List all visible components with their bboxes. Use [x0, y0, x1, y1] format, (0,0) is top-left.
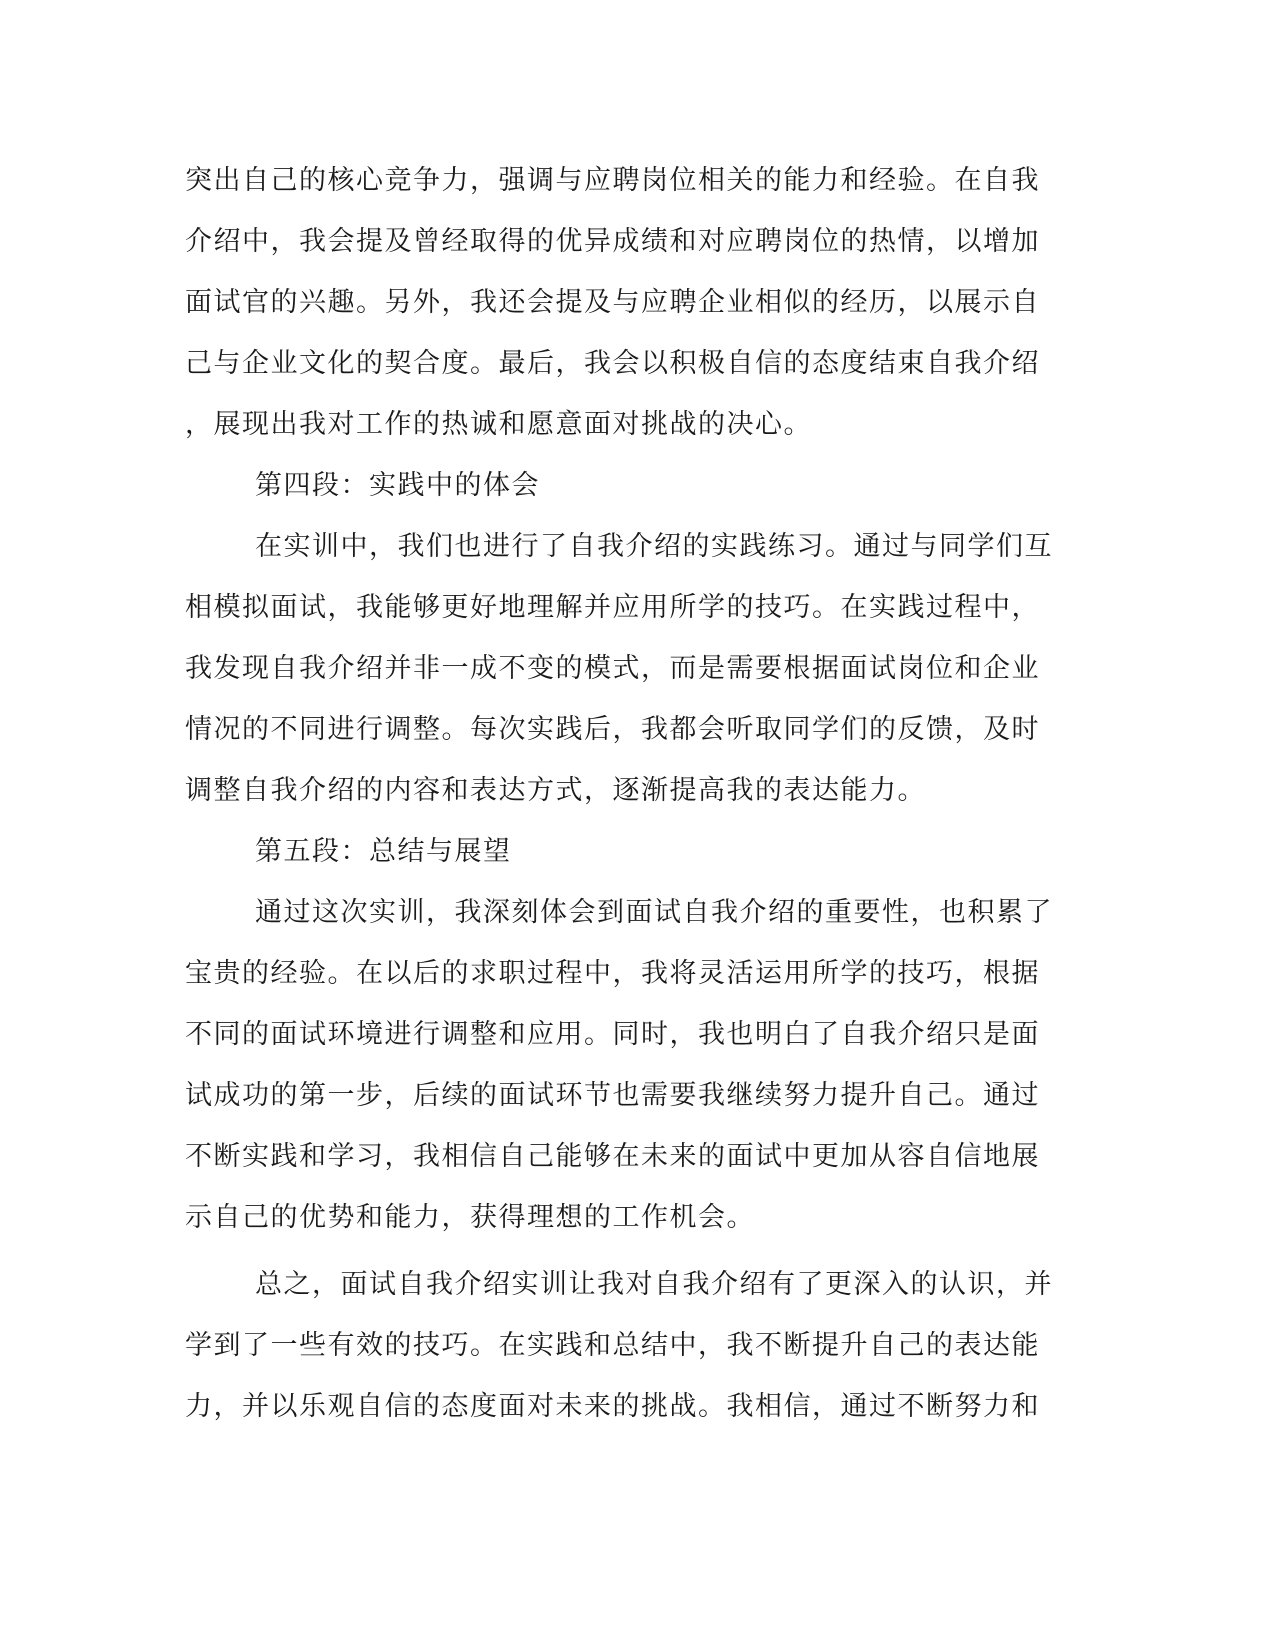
section-heading-5 — [185, 821, 1085, 882]
heading-line: 第四段：实践中的体会 — [255, 470, 540, 501]
text-line: 情况的不同进行调整。每次实践后，我都会听取同学们的反馈，及时 — [185, 714, 1040, 745]
text-line: 示自己的优势和能力，获得理想的工作机会。 — [185, 1202, 755, 1233]
text-line: 不断实践和学习，我相信自己能够在未来的面试中更加从容自信地展 — [185, 1141, 1040, 1172]
paragraph-self-intro-strategy — [185, 150, 1085, 455]
text-line: 面试官的兴趣。另外，我还会提及与应聘企业相似的经历，以展示自 — [185, 287, 1040, 318]
text-line: 试成功的第一步，后续的面试环节也需要我继续努力提升自己。通过 — [185, 1080, 1040, 1111]
text-line: 我发现自我介绍并非一成不变的模式，而是需要根据面试岗位和企业 — [185, 653, 1040, 684]
text-line: 不同的面试环境进行调整和应用。同时，我也明白了自我介绍只是面 — [185, 1019, 1040, 1050]
text-line: 在实训中，我们也进行了自我介绍的实践练习。通过与同学们互 — [255, 531, 1053, 562]
text-line: 通过这次实训，我深刻体会到面试自我介绍的重要性，也积累了 — [255, 897, 1053, 928]
text-line: 己与企业文化的契合度。最后，我会以积极自信的态度结束自我介绍 — [185, 348, 1040, 379]
text-line: 调整自我介绍的内容和表达方式，逐渐提高我的表达能力。 — [185, 775, 926, 806]
text-line: 介绍中，我会提及曾经取得的优异成绩和对应聘岗位的热情，以增加 — [185, 226, 1040, 257]
text-line: 总之，面试自我介绍实训让我对自我介绍有了更深入的认识，并 — [255, 1269, 1053, 1300]
text-line: 力，并以乐观自信的态度面对未来的挑战。我相信，通过不断努力和 — [185, 1391, 1040, 1422]
text-line: 相模拟面试，我能够更好地理解并应用所学的技巧。在实践过程中， — [185, 592, 1040, 623]
section-heading-4 — [185, 455, 1085, 516]
text-line: 学到了一些有效的技巧。在实践和总结中，我不断提升自己的表达能 — [185, 1330, 1040, 1361]
heading-line: 第五段：总结与展望 — [255, 836, 512, 867]
text-line: 宝贵的经验。在以后的求职过程中，我将灵活运用所学的技巧，根据 — [185, 958, 1040, 989]
document-page — [185, 150, 1085, 1437]
text-line: 突出自己的核心竞争力，强调与应聘岗位相关的能力和经验。在自我 — [185, 165, 1040, 196]
text-line: ，展现出我对工作的热诚和愿意面对挑战的决心。 — [185, 409, 812, 440]
paragraph-conclusion — [185, 1254, 1085, 1437]
paragraph-summary-outlook — [185, 882, 1085, 1248]
paragraph-practice — [185, 516, 1085, 821]
